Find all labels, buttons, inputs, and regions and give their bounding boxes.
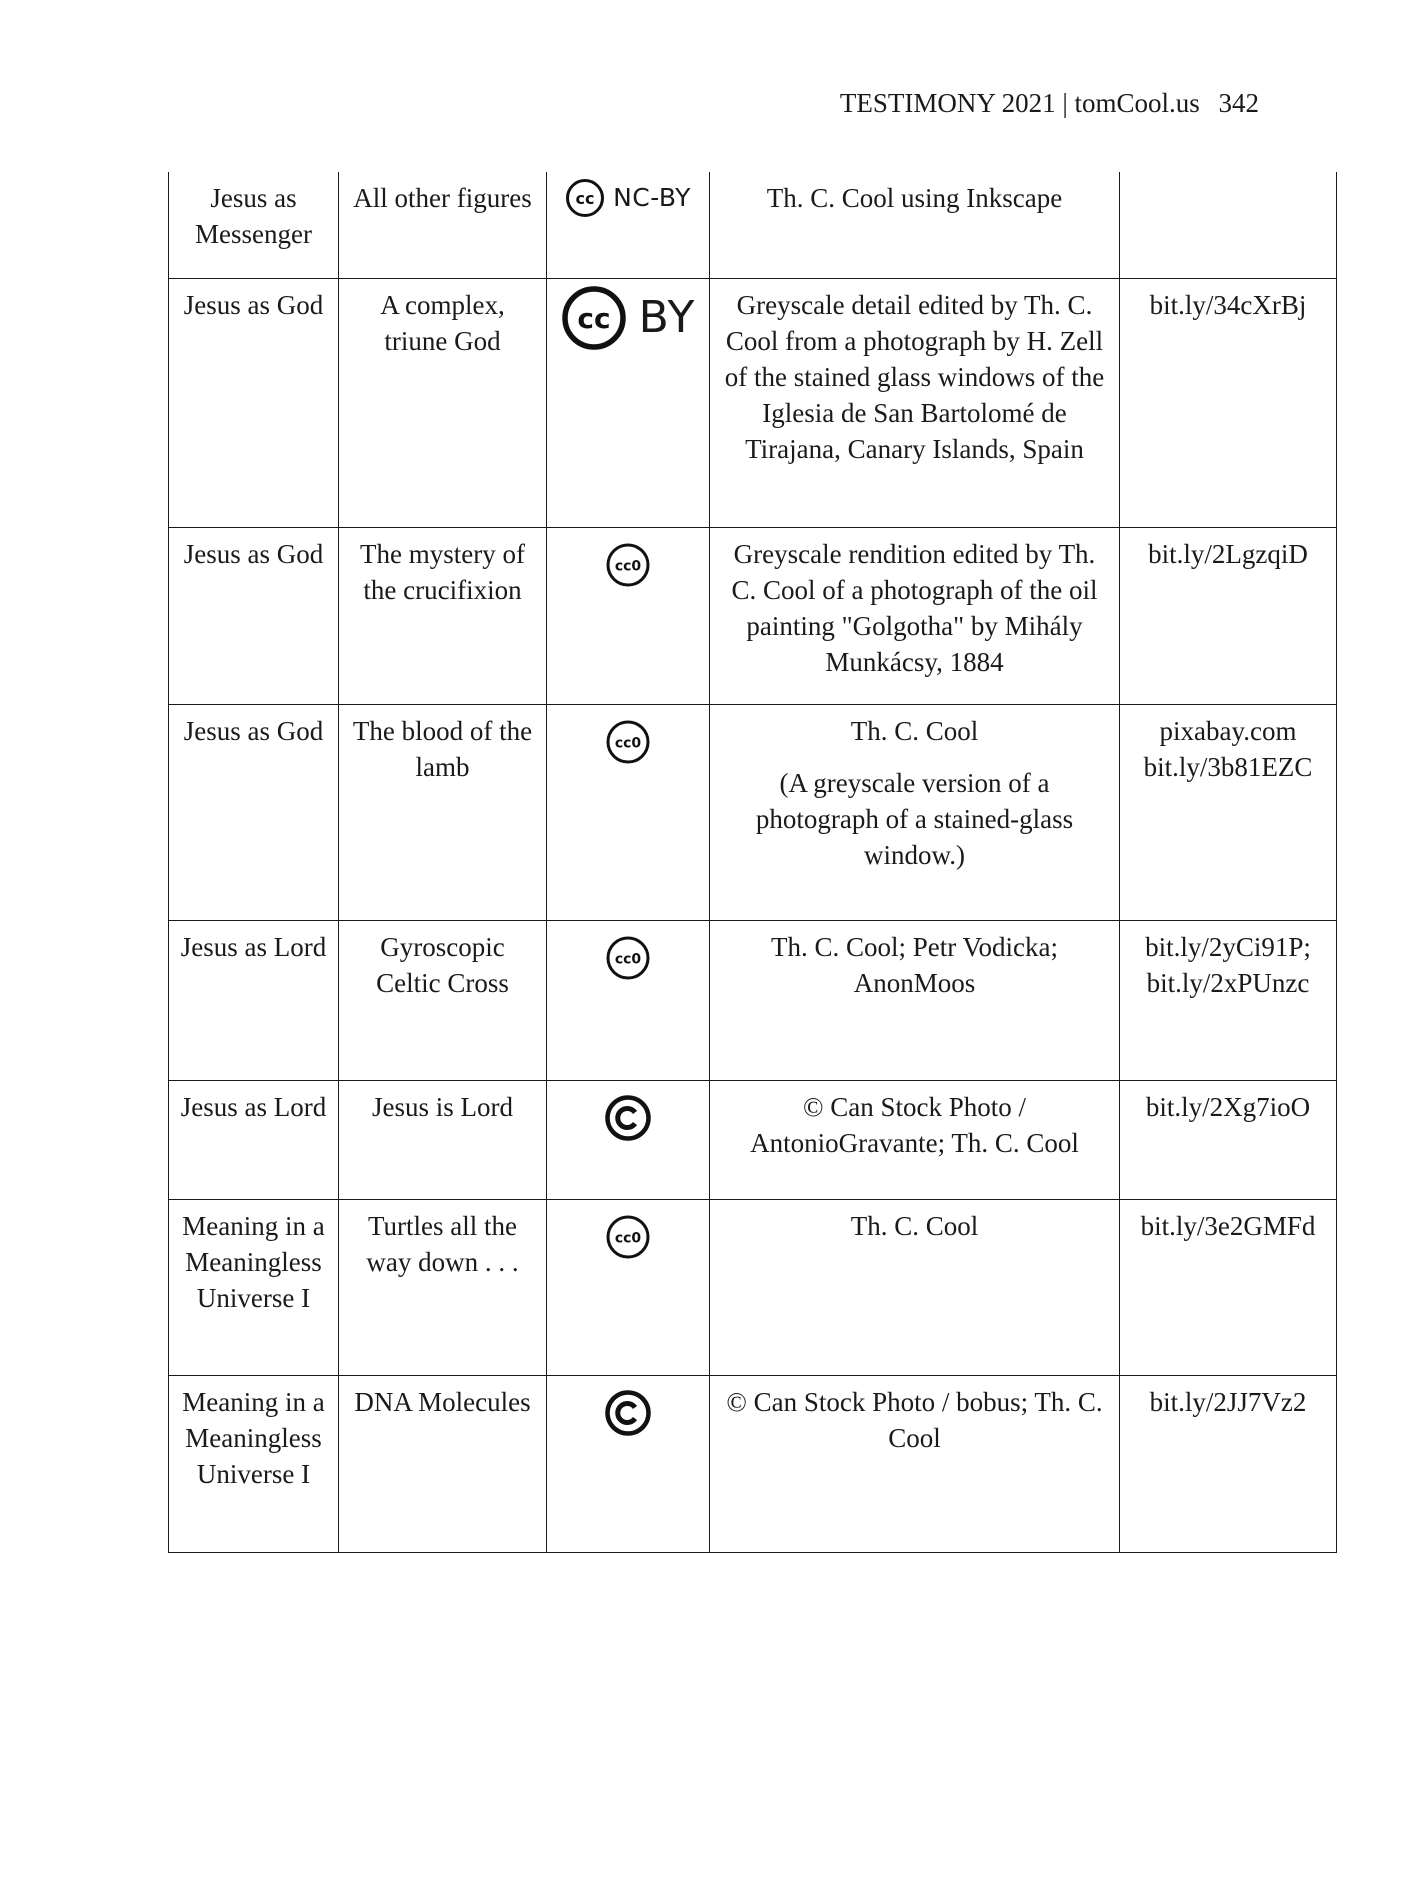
credit-cell: Th. C. Cool; Petr Vodicka; AnonMoos [710, 920, 1120, 1080]
license-cell [547, 1375, 710, 1552]
credit-link[interactable]: bit.ly/2xPUnzc [1146, 967, 1310, 998]
table-row [169, 1375, 1337, 1552]
caption-cell: Jesus is Lord [339, 1080, 547, 1199]
running-title: TESTIMONY 2021 | tomCool.us [839, 88, 1200, 118]
credit-cell: Th. C. Cool using Inkscape [710, 172, 1120, 278]
license-cell [547, 527, 710, 704]
caption-cell: Turtles all the way down . . . [339, 1199, 547, 1375]
svg-text:cc0: cc0 [614, 1230, 642, 1246]
license-cell [547, 278, 710, 527]
table-row [169, 920, 1337, 1080]
link-cell [1120, 920, 1337, 1080]
section-cell: Jesus as Lord [169, 1080, 339, 1199]
caption-cell: All other figures [339, 172, 547, 278]
credit-link[interactable]: bit.ly/2Xg7ioO [1145, 1091, 1311, 1122]
cc0-icon [605, 719, 651, 765]
credit-link[interactable]: bit.ly/2JJ7Vz2 [1149, 1386, 1307, 1417]
image-credits-table [168, 172, 1337, 1553]
section-cell: Jesus as God [169, 278, 339, 527]
table-row [169, 527, 1337, 704]
license-cell [547, 704, 710, 920]
section-cell: Jesus as God [169, 527, 339, 704]
caption-cell: A complex, triune God [339, 278, 547, 527]
caption-cell: The mystery of the crucifixion [339, 527, 547, 704]
license-badge-cc-by [561, 285, 696, 351]
license-cell [547, 920, 710, 1080]
page-header [840, 86, 1259, 120]
caption-cell: DNA Molecules [339, 1375, 547, 1552]
credit-cell: © Can Stock Photo / AntonioGravante; Th. C. Cool [710, 1080, 1120, 1199]
caption-cell: The blood of the lamb [339, 704, 547, 920]
section-cell: Jesus as Messenger [169, 172, 339, 278]
caption-cell: Gyroscopic Celtic Cross [339, 920, 547, 1080]
credit-link[interactable]: bit.ly/34cXrBj [1149, 289, 1307, 320]
section-cell: Meaning in a Meaningless Universe I [169, 1375, 339, 1552]
credit-cell [710, 704, 1120, 920]
table-row [169, 1199, 1337, 1375]
license-badge-cc-nc-by [565, 178, 691, 218]
credit-cell: Greyscale detail edited by Th. C. Cool from a photograph by H. Zell of the stained glass windows of the Iglesia de San Bartolomé de Tirajana, Canary Islands, Spain [710, 278, 1120, 527]
section-cell: Jesus as Lord [169, 920, 339, 1080]
license-cell [547, 172, 710, 278]
license-cell [547, 1199, 710, 1375]
table-row [169, 704, 1337, 920]
credit-cell: Greyscale rendition edited by Th. C. Cool of a photograph of the oil painting "Golgotha" by Mihály Munkácsy, 1884 [710, 527, 1120, 704]
svg-text:cc0: cc0 [614, 558, 642, 574]
cc0-icon [605, 935, 651, 981]
link-cell [1120, 1375, 1337, 1552]
section-cell: Jesus as God [169, 704, 339, 920]
copyright-icon [604, 1389, 652, 1437]
svg-text:cc0: cc0 [614, 951, 642, 967]
cc0-icon [605, 542, 651, 588]
license-cell [547, 1080, 710, 1199]
link-cell [1120, 704, 1337, 920]
section-cell: Meaning in a Meaningless Universe I [169, 1199, 339, 1375]
table-row [169, 1080, 1337, 1199]
link-cell [1120, 172, 1337, 278]
credit-link[interactable]: bit.ly/3b81EZC [1143, 751, 1313, 782]
page-number: 342 [1218, 88, 1259, 118]
license-label: NC-BY [613, 183, 691, 212]
cc0-icon [605, 1214, 651, 1260]
link-cell [1120, 527, 1337, 704]
svg-text:cc: cc [577, 301, 611, 335]
license-label: BY [638, 291, 696, 343]
credit-link[interactable]: bit.ly/2yCi91P; [1145, 931, 1311, 962]
credit-cell: Th. C. Cool [710, 1199, 1120, 1375]
credit-link[interactable]: bit.ly/2LgzqiD [1148, 538, 1308, 569]
link-cell [1120, 1080, 1337, 1199]
svg-text:cc: cc [575, 189, 595, 208]
cc-icon [565, 178, 605, 218]
credit-link[interactable]: bit.ly/3e2GMFd [1140, 1210, 1316, 1241]
table-row [169, 172, 1337, 278]
cc-icon [561, 285, 627, 351]
link-cell [1120, 278, 1337, 527]
copyright-icon [604, 1094, 652, 1142]
link-cell [1120, 1199, 1337, 1375]
credit-cell: © Can Stock Photo / bobus; Th. C. Cool [710, 1375, 1120, 1552]
svg-text:cc0: cc0 [614, 735, 642, 751]
credit-link[interactable]: pixabay.com [1159, 715, 1297, 746]
credit-text: Th. C. Cool [850, 715, 979, 746]
credit-note: (A greyscale version of a photograph of a stained-glass window.) [755, 767, 1074, 870]
table-row [169, 278, 1337, 527]
